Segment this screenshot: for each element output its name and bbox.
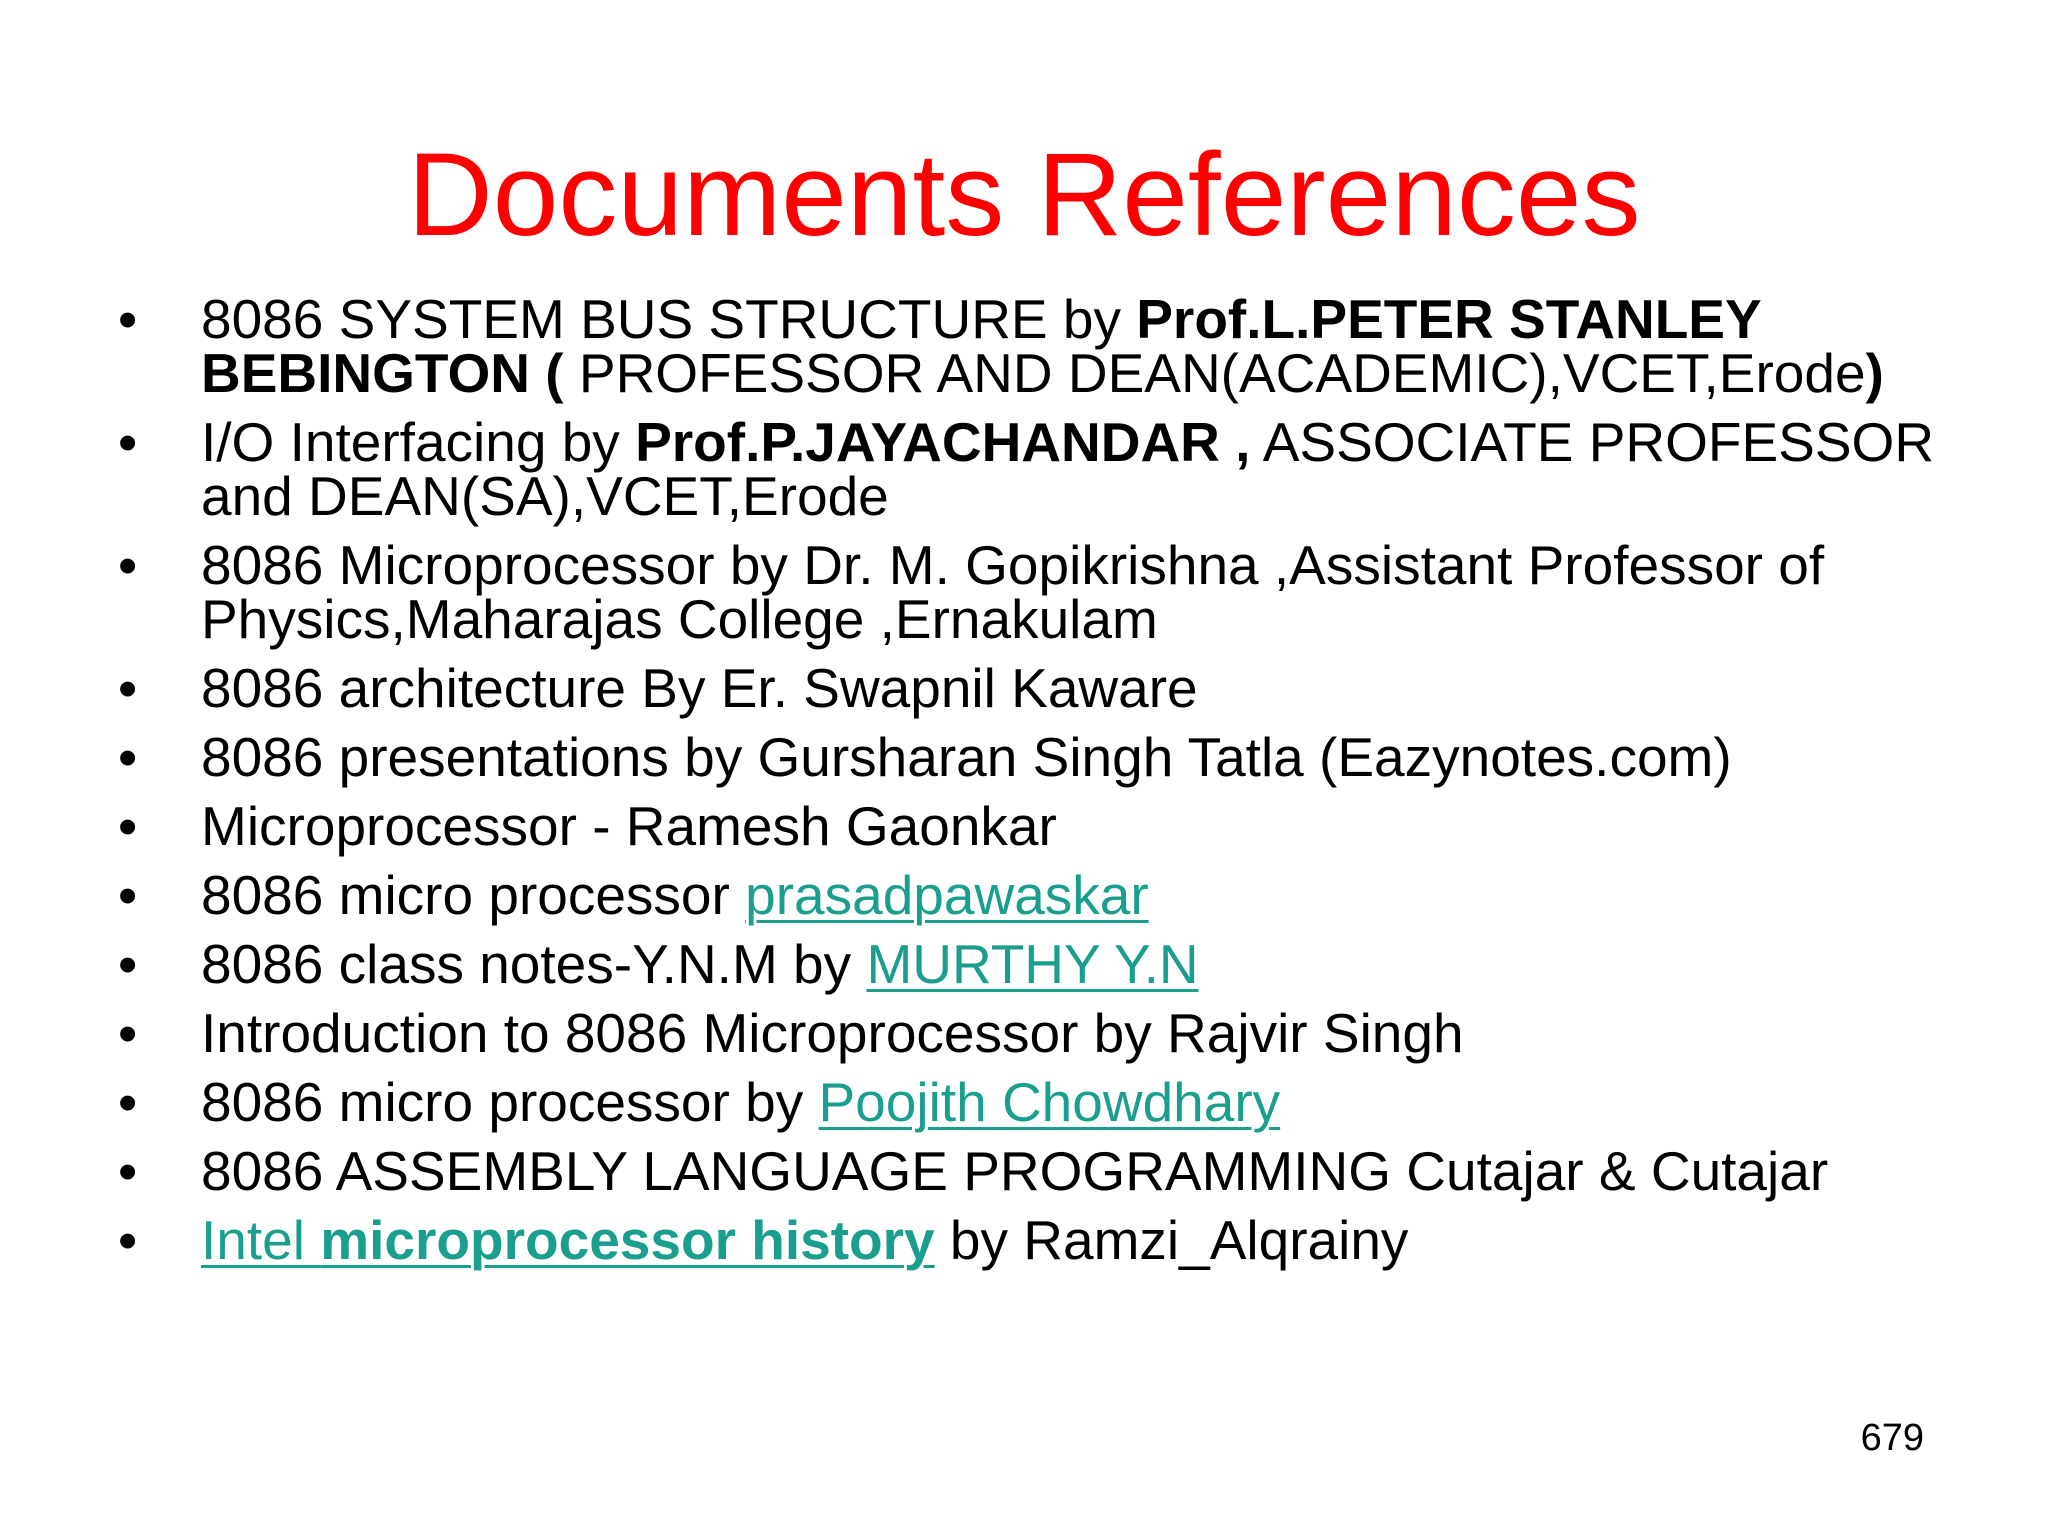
reference-item <box>118 534 1998 650</box>
reference-segment: I/O Interfacing by <box>201 411 636 473</box>
reference-text <box>201 657 1198 719</box>
reference-item <box>118 726 1998 788</box>
reference-segment: Introduction to 8086 Microprocessor by Rajvir Singh <box>201 1002 1464 1064</box>
reference-author: ) <box>1865 342 1884 404</box>
slide-title: Documents References <box>407 129 1641 261</box>
reference-text <box>201 726 1732 788</box>
bullet-icon: • <box>118 534 138 596</box>
reference-link[interactable]: MURTHY Y.N <box>866 933 1199 995</box>
reference-item <box>118 864 1998 926</box>
bullet-icon: • <box>118 1140 138 1202</box>
reference-item <box>118 1140 1998 1202</box>
reference-item <box>118 795 1998 857</box>
bullet-icon: • <box>118 657 138 719</box>
page-number: 679 <box>1860 1417 1924 1459</box>
reference-link[interactable]: microprocessor history <box>320 1209 935 1271</box>
bullet-icon: • <box>118 726 138 788</box>
bullet-icon: • <box>118 864 138 926</box>
reference-segment: 8086 micro processor <box>201 864 746 926</box>
reference-segment: PROFESSOR AND DEAN(ACADEMIC),VCET,Erode <box>563 342 1866 404</box>
reference-text <box>201 795 1057 857</box>
reference-list <box>118 288 1998 1282</box>
reference-text <box>201 534 1824 650</box>
reference-text <box>201 1071 1280 1133</box>
bullet-icon: • <box>118 933 138 995</box>
bullet-icon: • <box>118 1209 138 1271</box>
reference-text <box>201 1002 1464 1064</box>
bullet-icon: • <box>118 288 138 350</box>
reference-segment: 8086 architecture By Er. Swapnil Kaware <box>201 657 1198 719</box>
reference-segment: Microprocessor - Ramesh Gaonkar <box>201 795 1057 857</box>
reference-link[interactable]: Poojith Chowdhary <box>818 1071 1281 1133</box>
bullet-icon: • <box>118 795 138 857</box>
reference-item <box>118 657 1998 719</box>
reference-item <box>118 1002 1998 1064</box>
reference-item <box>118 1071 1998 1133</box>
reference-text <box>201 1209 1408 1271</box>
bullet-icon: • <box>118 1002 138 1064</box>
reference-link[interactable]: Intel <box>201 1209 321 1271</box>
reference-segment: 8086 presentations by Gursharan Singh Tatla (Eazynotes.com) <box>201 726 1732 788</box>
reference-segment: 8086 micro processor by <box>201 1071 819 1133</box>
bullet-icon: • <box>118 1071 138 1133</box>
reference-item <box>118 933 1998 995</box>
reference-segment: 8086 class notes-Y.N.M by <box>201 933 867 995</box>
reference-text <box>201 288 1884 404</box>
reference-segment: 8086 SYSTEM BUS STRUCTURE by <box>201 288 1137 350</box>
reference-item <box>118 1209 1998 1271</box>
reference-author: Prof.L.PETER STANLEY BEBINGTON ( <box>201 288 1761 404</box>
reference-segment: by Ramzi_Alqrainy <box>934 1209 1409 1271</box>
reference-author: Prof.P.JAYACHANDAR , <box>635 411 1251 473</box>
reference-item <box>118 411 1998 527</box>
bullet-icon: • <box>118 411 138 473</box>
reference-segment: ASSOCIATE PROFESSOR and DEAN(SA),VCET,Erode <box>201 411 1935 527</box>
reference-text <box>201 864 1149 926</box>
reference-text <box>201 411 1934 527</box>
reference-segment: 8086 Microprocessor by Dr. M. Gopikrishna ,Assistant Professor of Physics,Maharajas College ,Ernakulam <box>201 534 1825 650</box>
reference-text <box>201 933 1199 995</box>
reference-segment: 8086 ASSEMBLY LANGUAGE PROGRAMMING Cutajar & Cutajar <box>201 1140 1829 1202</box>
reference-item <box>118 288 1998 404</box>
reference-link[interactable]: prasadpawaskar <box>745 864 1149 926</box>
reference-text <box>201 1140 1828 1202</box>
